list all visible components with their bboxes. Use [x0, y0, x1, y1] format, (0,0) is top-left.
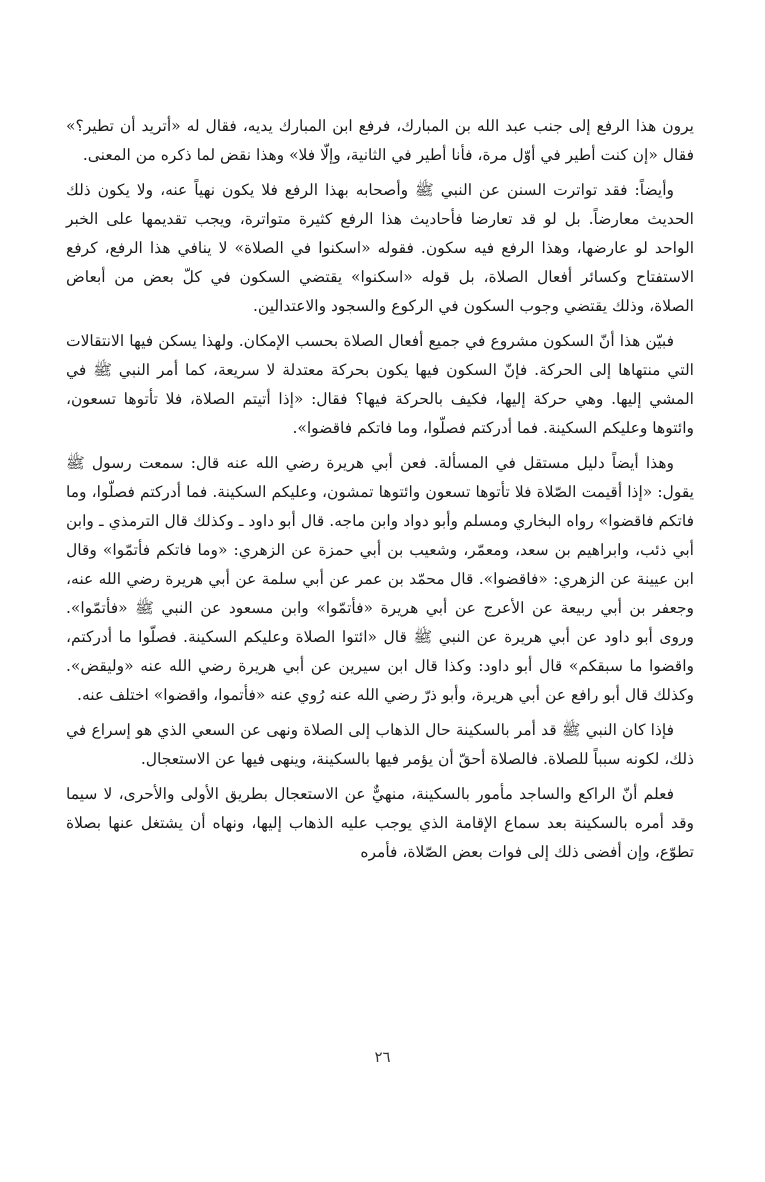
body-text [66, 112, 694, 873]
paragraph-4: وهذا أيضاً دليل مستقل في المسألة. فعن أبي هريرة رضي الله عنه قال: سمعت رسول ﷺ يقول: «إذا أقيمت الصّلاة فلا تأتوها تسعون وائتوها تمشون، وعليكم السكينة. فما أدركتم فصلّوا، وما فاتكم فاقضوا» رواه البخاري ومسلم وأبو دواد وابن ماجه. قال أبو داود ـ وكذلك قال الترمذي ـ وابن أبي ذئب، وابراهيم بن سعد، ومعمّر، وشعيب بن أبي حمزة عن الزهري: «وما فاتكم فأتمّوا» وقال ابن عيينة عن الزهري: «فاقضوا». قال محمّد بن عمر عن أبي سلمة عن أبي هريرة رضي الله عنه، وجعفر بن أبي ربيعة عن الأعرج عن أبي هريرة «فأتمّوا» وابن مسعود عن النبي ﷺ «فأتمّوا». وروى أبو داود عن أبي هريرة عن النبي ﷺ قال «ائتوا الصلاة وعليكم السكينة. فصلّوا ما أدركتم، واقضوا ما سبقكم» قال أبو داود: وكذا قال ابن سيرين عن أبي هريرة رضي الله عنه «وليقض». وكذلك قال أبو رافع عن أبي هريرة، وأبو ذرّ رضي الله عنه رُوي عنه «فأتموا، واقضوا» اختلف عنه. [66, 454, 694, 704]
page-number: ٢٦ [374, 1048, 391, 1066]
paragraph-3: فبيّن هذا أنّ السكون مشروع في جميع أفعال الصلاة بحسب الإمكان. ولهذا يسكن فيها الانتقالات التي منتهاها إلى الحركة. فإنّ السكون فيها يكون بحركة معتدلة لا سريعة، كما أمر النبي ﷺ في المشي إليها. وهي حركة إليها، فكيف بالحركة فيها؟ فقال: «إذا أتيتم الصلاة، فلا تأتوها تسعون، وائتوها وعليكم السكينة. فما أدركتم فصلّوا، وما فاتكم فاقضوا». [66, 332, 694, 437]
paragraph-6: فعلم أنّ الراكع والساجد مأمور بالسكينة، منهيٌّ عن الاستعجال بطريق الأولى والأحرى، لا سيما وقد أمره بالسكينة بعد سماع الإقامة الذي يوجب عليه الذهاب إليها، ونهاه أن يشتغل عنها بصلاة تطوّع، وإن أفضى ذلك إلى فوات بعض الصّلاة، فأمره [66, 785, 694, 861]
paragraph-2: وأيضاً: فقد تواترت السنن عن النبي ﷺ وأصحابه بهذا الرفع فلا يكون نهياً عنه، ولا يكون ذلك الحديث معارضاً. بل لو قد تعارضا فأحاديث هذا الرفع كثيرة متواترة، ويجب تقديمها على الخبر الواحد لو عارضها، وهذا الرفع فيه سكون. فقوله «اسكنوا في الصلاة» لا ينافي هذا الرفع، كرفع الاستفتاح وكسائر أفعال الصلاة، بل قوله «اسكنوا» يقتضي السكون في كلّ بعض من أبعاض الصلاة، وذلك يقتضي وجوب السكون في الركوع والسجود والاعتدالين. [66, 181, 694, 315]
paragraph-5: فإذا كان النبي ﷺ قد أمر بالسكينة حال الذهاب إلى الصلاة ونهى عن السعي الذي هو إسراع في ذلك، لكونه سبباً للصلاة. فالصلاة أحقّ أن يؤمر فيها بالسكينة، وينهى فيها عن الاستعجال. [66, 721, 694, 768]
paragraph-1: يرون هذا الرفع إلى جنب عبد الله بن المبارك، فرفع ابن المبارك يديه، فقال له «أتريد أن تطير؟» فقال «إن كنت أطير في أوّل مرة، فأنا أطير في الثانية، وإلّا فلا» وهذا نقض لما ذكره من المعنى. [66, 117, 694, 164]
